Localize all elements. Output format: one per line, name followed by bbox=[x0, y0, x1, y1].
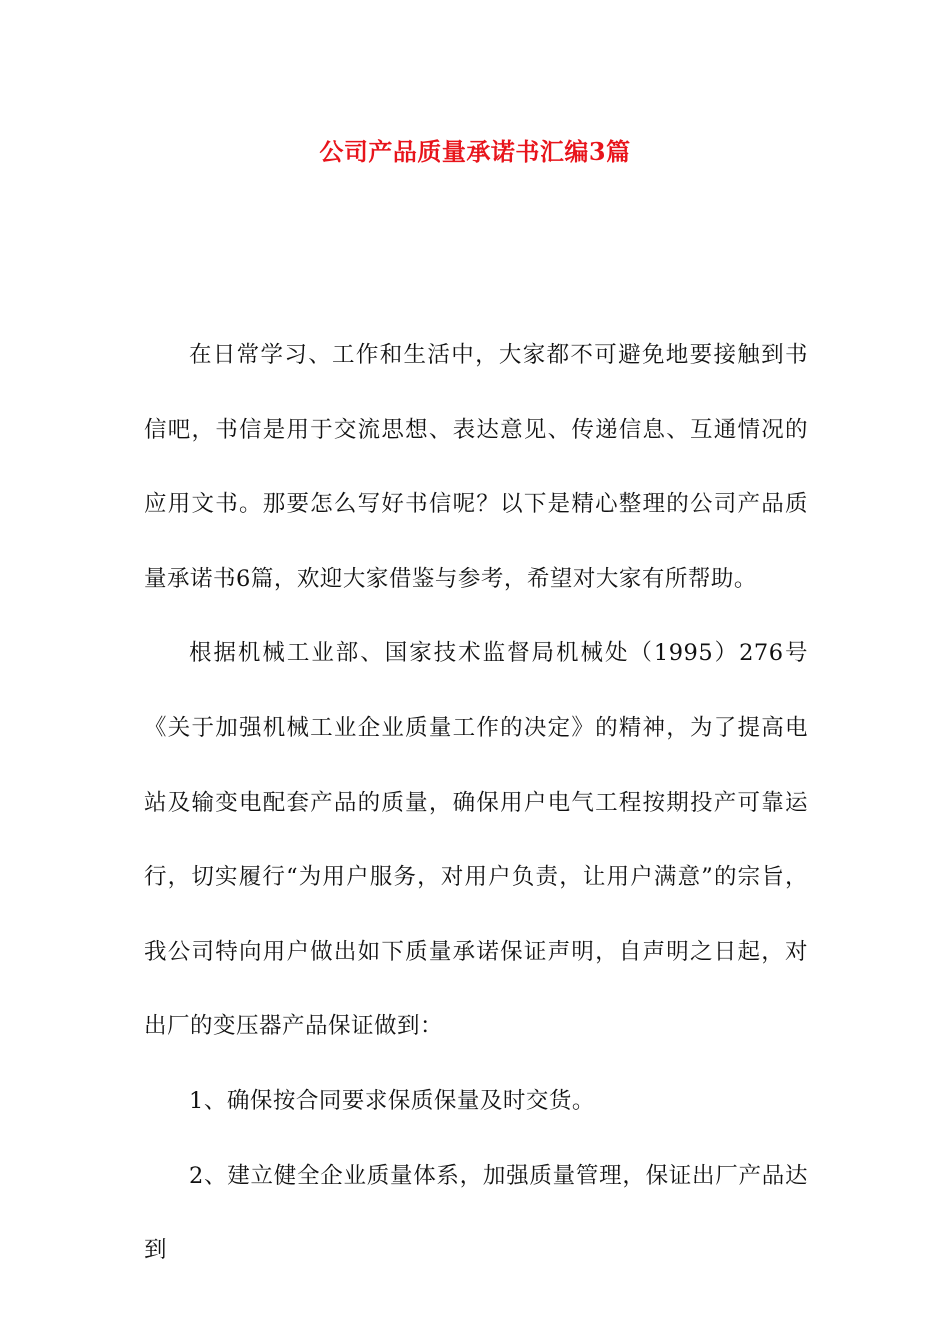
declaration-paragraph: 根据机械工业部、国家技术监督局机械处（1995）276号《关于加强机械工业企业质量工作的决定》的精神，为了提高电站及输变电配套产品的质量，确保用户电气工程按期投产可靠运行，切实履行“为用户服务，对用户负责，让用户满意”的宗旨，我公司特向用户做出如下质量承诺保证声明，自声明之日起，对出厂的变压器产品保证做到： bbox=[144, 640, 808, 1040]
document-body bbox=[144, 318, 808, 1288]
commitment-item-2: 2、建立健全企业质量体系，加强质量管理，保证出厂产品达到 bbox=[144, 1162, 808, 1264]
commitment-item-1: 1、确保按合同要求保质保量及时交货。 bbox=[189, 1087, 595, 1114]
intro-paragraph: 在日常学习、工作和生活中，大家都不可避免地要接触到书信吧，书信是用于交流思想、表达意见、传递信息、互通情况的应用文书。那要怎么写好书信呢？以下是精心整理的公司产品质量承诺书6篇，欢迎大家借鉴与参考，希望对大家有所帮助。 bbox=[144, 342, 808, 592]
document-title: 公司产品质量承诺书汇编3篇 bbox=[319, 137, 631, 166]
